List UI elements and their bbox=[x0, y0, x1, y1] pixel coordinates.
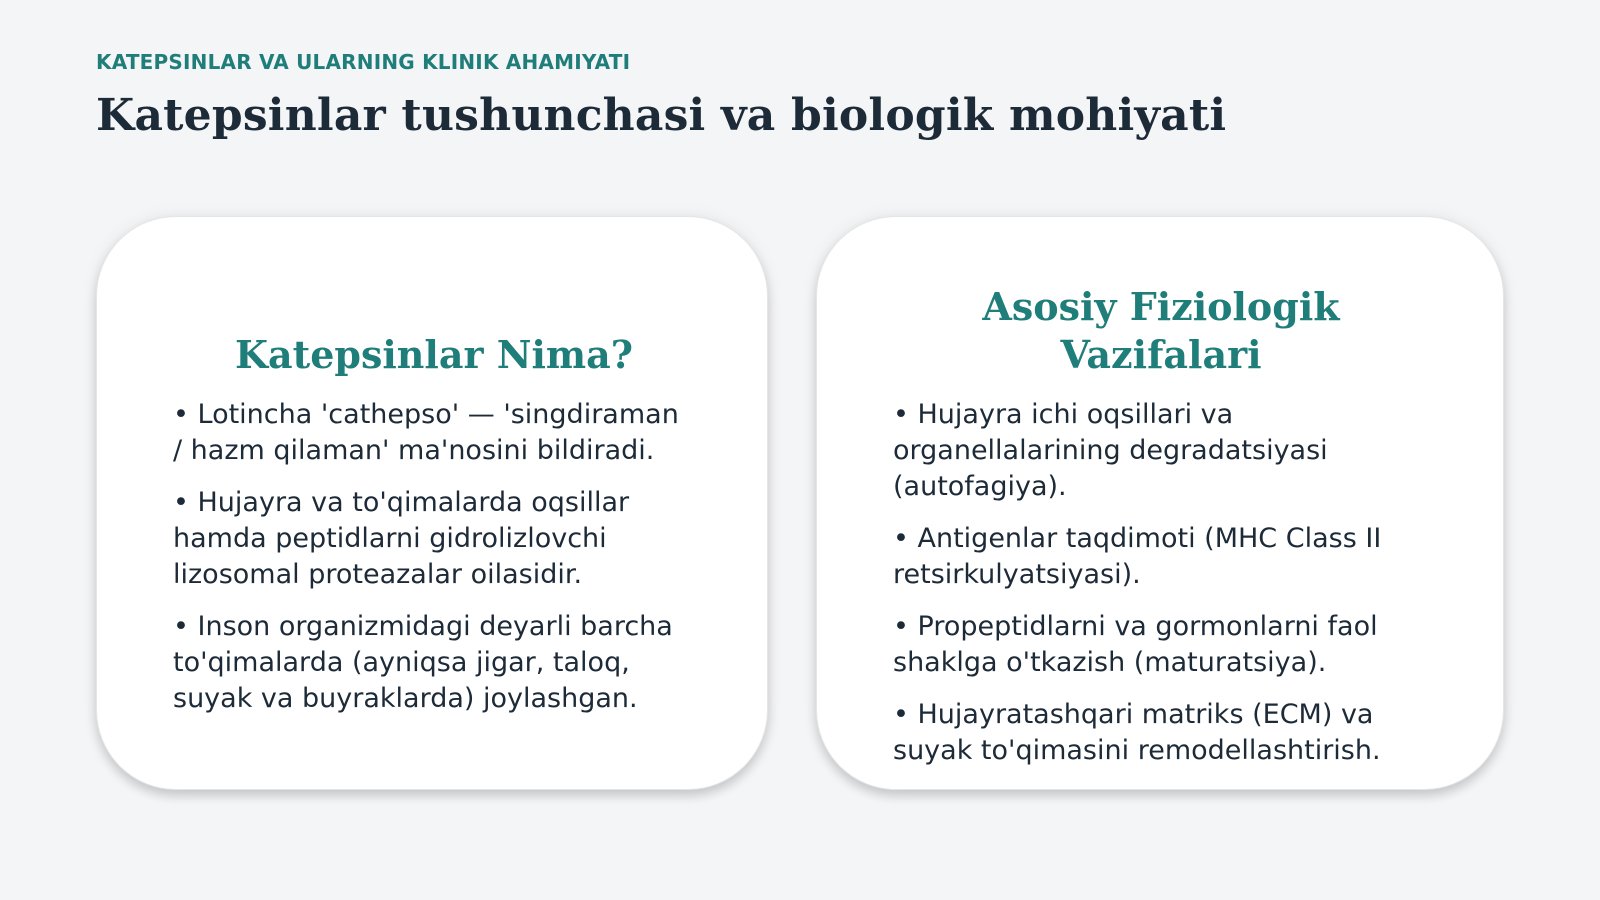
bullet-list bbox=[893, 397, 1429, 769]
bullet-list bbox=[173, 397, 695, 717]
bullet-item: • Hujayra ichi oqsillari va organellalarining degradatsiyasi (autofagiya). bbox=[893, 399, 1328, 502]
page-title: Katepsinlar tushunchasi va biologik mohiyati bbox=[96, 90, 1227, 141]
bullet-item: • Propeptidlarni va gormonlarni faol shaklga o'tkazish (maturatsiya). bbox=[893, 611, 1378, 678]
card-what-are-cathepsins bbox=[96, 216, 768, 790]
section-kicker: KATEPSINLAR VA ULARNING KLINIK AHAMIYATI bbox=[96, 50, 631, 74]
bullet-item: • Hujayra va to'qimalarda oqsillar hamda peptidlarni gidrolizlovchi lizosomal proteazalar oilasidir. bbox=[173, 487, 630, 590]
card-physiological-functions bbox=[816, 216, 1504, 790]
card-title: Asosiy Fiziologik Vazifalari bbox=[982, 284, 1340, 377]
bullet-item: • Lotincha 'cathepso' — 'singdiraman / hazm qilaman' ma'nosini bildiradi. bbox=[173, 399, 679, 466]
bullet-item: • Hujayratashqari matriks (ECM) va suyak to'qimasini remodellashtirish. bbox=[893, 699, 1381, 766]
bullet-item: • Antigenlar taqdimoti (MHC Class II retsirkulyatsiyasi). bbox=[893, 523, 1382, 590]
bullet-item: • Inson organizmidagi deyarli barcha to'qimalarda (ayniqsa jigar, taloq, suyak va buyraklarda) joylashgan. bbox=[173, 611, 673, 714]
card-title: Katepsinlar Nima? bbox=[235, 332, 633, 377]
